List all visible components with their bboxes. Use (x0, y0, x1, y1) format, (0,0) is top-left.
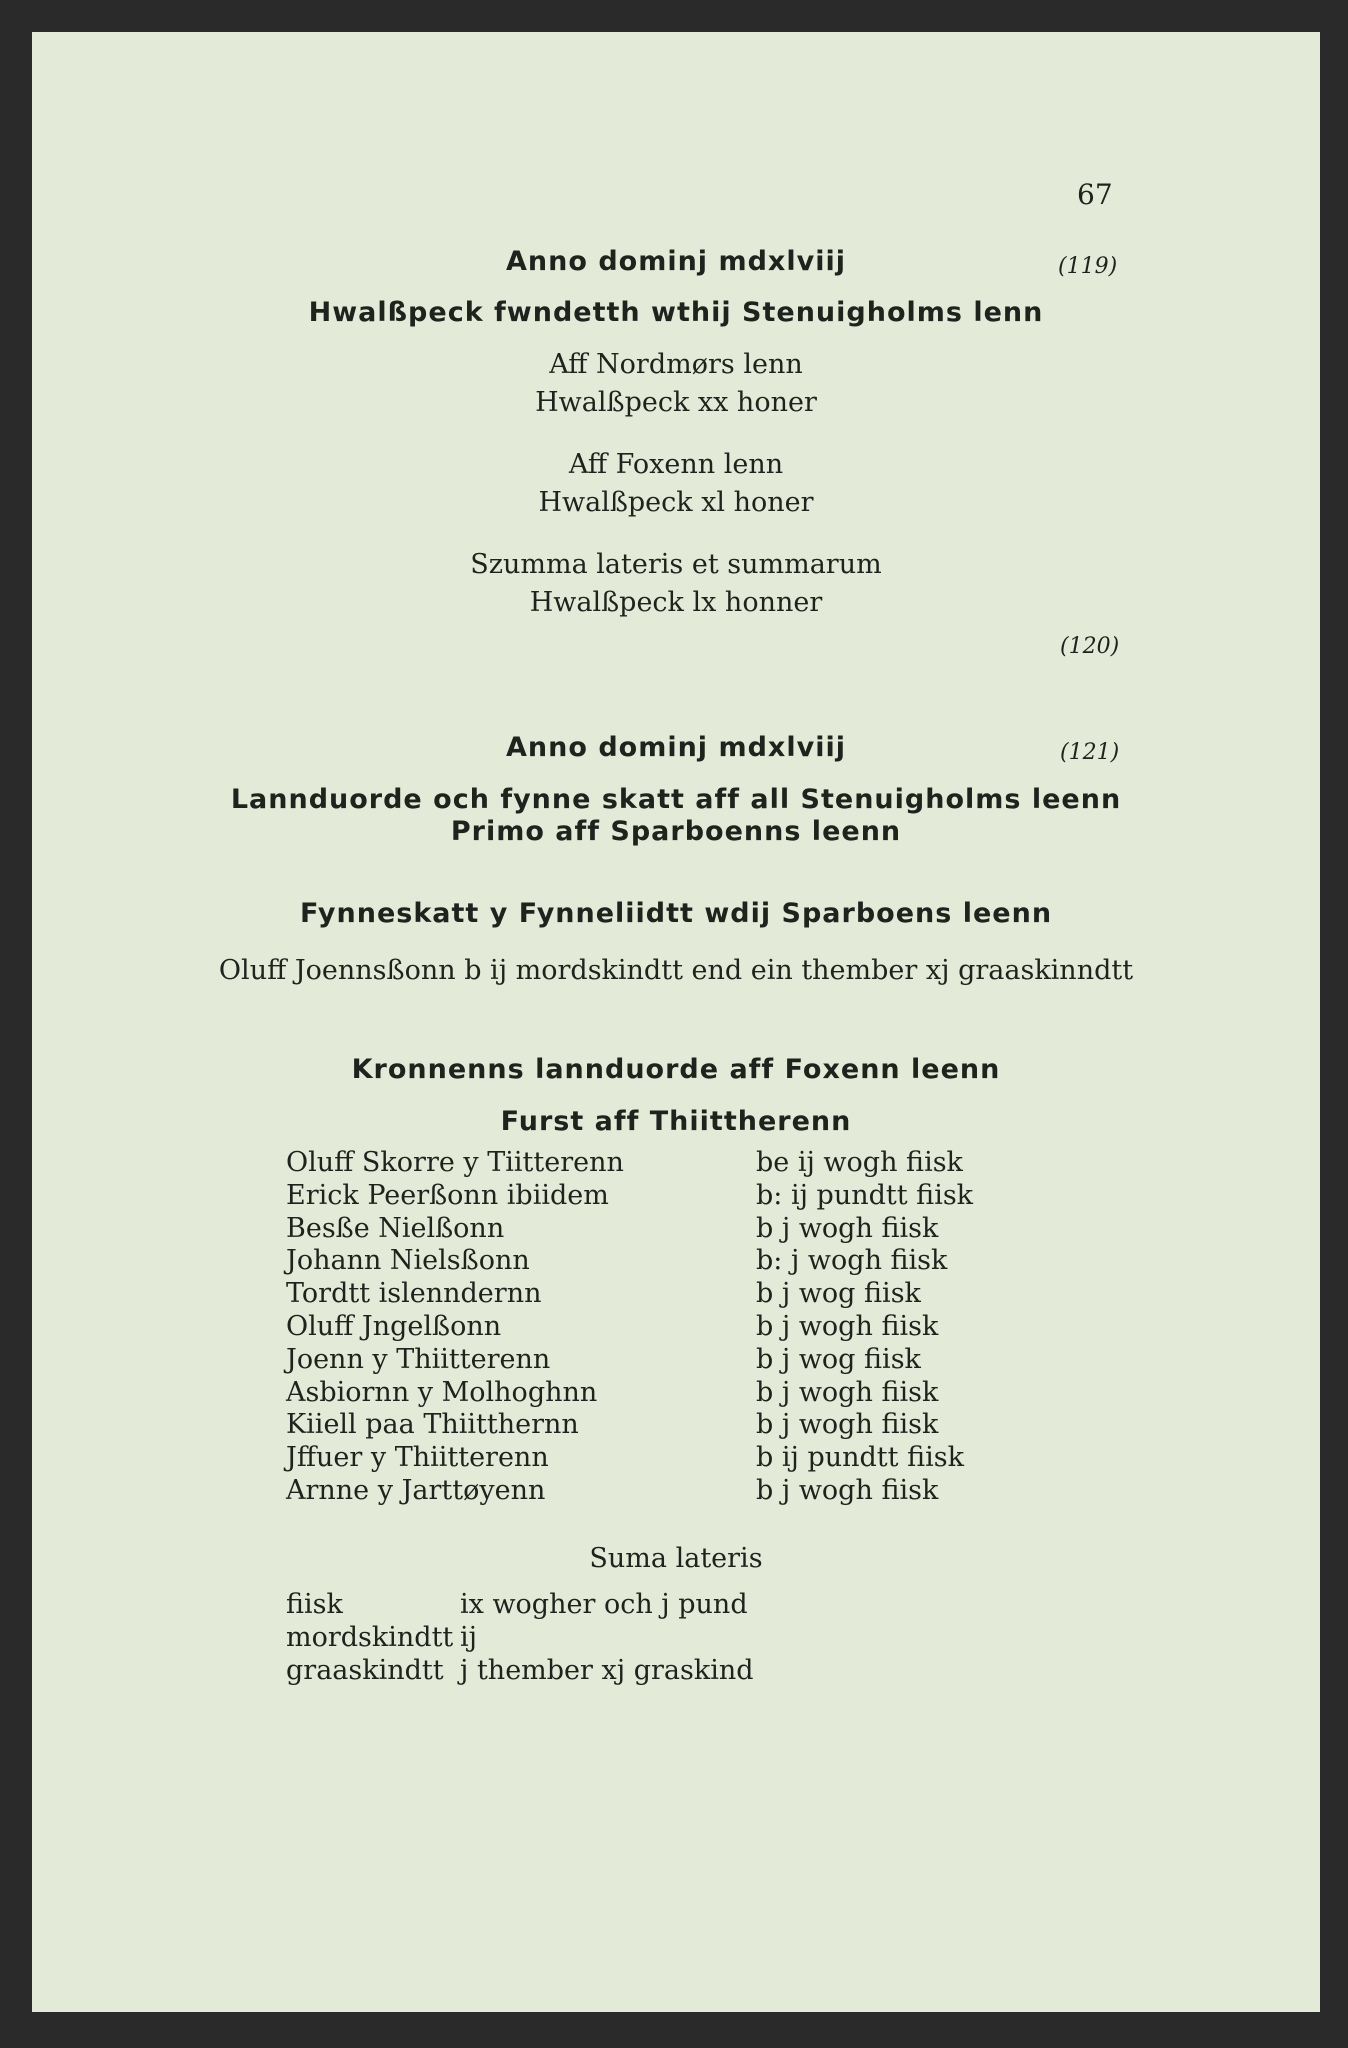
suma-item: graaskindtt (286, 1654, 444, 1686)
page-number: 67 (1077, 178, 1113, 211)
section2-subheading-1: Lannduorde och fynne skatt aff all Stenuigholms leenn (230, 784, 1122, 815)
list-item (32, 1408, 1320, 1441)
entry-value: b: j wogh fiisk (756, 1245, 948, 1277)
entry-name: Arnne y Jarttøyenn (286, 1475, 546, 1506)
list-item (32, 1146, 1320, 1179)
entry-name: Oluff Skorre y Tiitterenn (286, 1147, 624, 1178)
suma-item: fiisk (286, 1589, 343, 1620)
suma-row (32, 1621, 1320, 1654)
entry-value: be ij wogh fiisk (756, 1147, 963, 1178)
suma-value: ix wogher och j pund (460, 1589, 748, 1620)
section2-subheading-2: Primo aff Sparboenns leenn (450, 816, 902, 847)
section2-ref: (121) (1060, 740, 1120, 765)
list-item (32, 1179, 1320, 1212)
kronen-heading: Kronnenns lannduorde aff Foxenn leenn (351, 1054, 1001, 1085)
section2-heading: Anno dominj mdxlviij (506, 732, 846, 763)
entry-name: Besße Nielßonn (286, 1212, 505, 1244)
list-item (32, 1244, 1320, 1277)
entry-value: b j wog fiisk (756, 1278, 921, 1310)
furst-heading: Furst aff Thiittherenn (500, 1106, 852, 1137)
section1-line-5: Szumma lateris et summarum (470, 549, 882, 580)
list-item (32, 1343, 1320, 1376)
entry-name: Joenn y Thiitterenn (286, 1343, 551, 1375)
suma-row (32, 1654, 1320, 1687)
entry-value: b j wogh fiisk (756, 1212, 939, 1244)
entry-value: b j wog fiisk (756, 1343, 921, 1375)
list-item (32, 1376, 1320, 1409)
suma-value: ij (460, 1621, 478, 1653)
entry-value: b: ij pundtt fiisk (756, 1179, 974, 1211)
section1-heading: Anno dominj mdxlviij (506, 246, 846, 277)
fynne-line: Oluff Joennsßonn b ij mordskindtt end ein thember xj graaskinndtt (218, 955, 1134, 986)
suma-value: j thember xj graskind (460, 1654, 754, 1686)
section1-ref2: (120) (1060, 634, 1120, 659)
entry-name: Erick Peerßonn ibiidem (286, 1179, 609, 1211)
entry-value: b j wogh fiisk (756, 1475, 939, 1506)
entry-name: Jffuer y Thiitterenn (286, 1442, 549, 1474)
list-item (32, 1441, 1320, 1474)
fynne-heading: Fynneskatt y Fynneliidtt wdij Sparboens leenn (299, 898, 1053, 929)
section1-line-2: Hwalßpeck xx honer (535, 387, 817, 418)
entry-name: Kiiell paa Thiitthernn (286, 1409, 579, 1441)
list-item (32, 1474, 1320, 1507)
suma-heading: Suma lateris (589, 1543, 763, 1574)
document-page (32, 32, 1320, 2012)
entry-name: Oluff Jngelßonn (286, 1311, 502, 1342)
list-item (32, 1277, 1320, 1310)
section1-line-6: Hwalßpeck lx honner (529, 587, 823, 618)
entry-value: b j wogh fiisk (756, 1311, 939, 1342)
entry-name: Johann Nielsßonn (286, 1245, 530, 1277)
suma-row (32, 1588, 1320, 1621)
entry-value: b j wogh fiisk (756, 1376, 939, 1408)
section1-subheading: Hwalßpeck fwndetth wthij Stenuigholms lenn (308, 297, 1044, 328)
entry-value: b ij pundtt fiisk (756, 1442, 964, 1474)
list-item (32, 1310, 1320, 1343)
section1-line-4: Hwalßpeck xl honer (538, 487, 814, 518)
section1-ref: (119) (1058, 254, 1118, 279)
entry-name: Asbiornn y Molhoghnn (286, 1376, 598, 1408)
suma-item: mordskindtt (286, 1621, 454, 1653)
entry-name: Tordtt islenndernn (286, 1278, 542, 1310)
section1-line-1: Aff Nordmørs lenn (549, 349, 803, 380)
section1-line-3: Aff Foxenn lenn (568, 449, 784, 480)
entry-value: b j wogh fiisk (756, 1409, 939, 1441)
list-item (32, 1212, 1320, 1245)
